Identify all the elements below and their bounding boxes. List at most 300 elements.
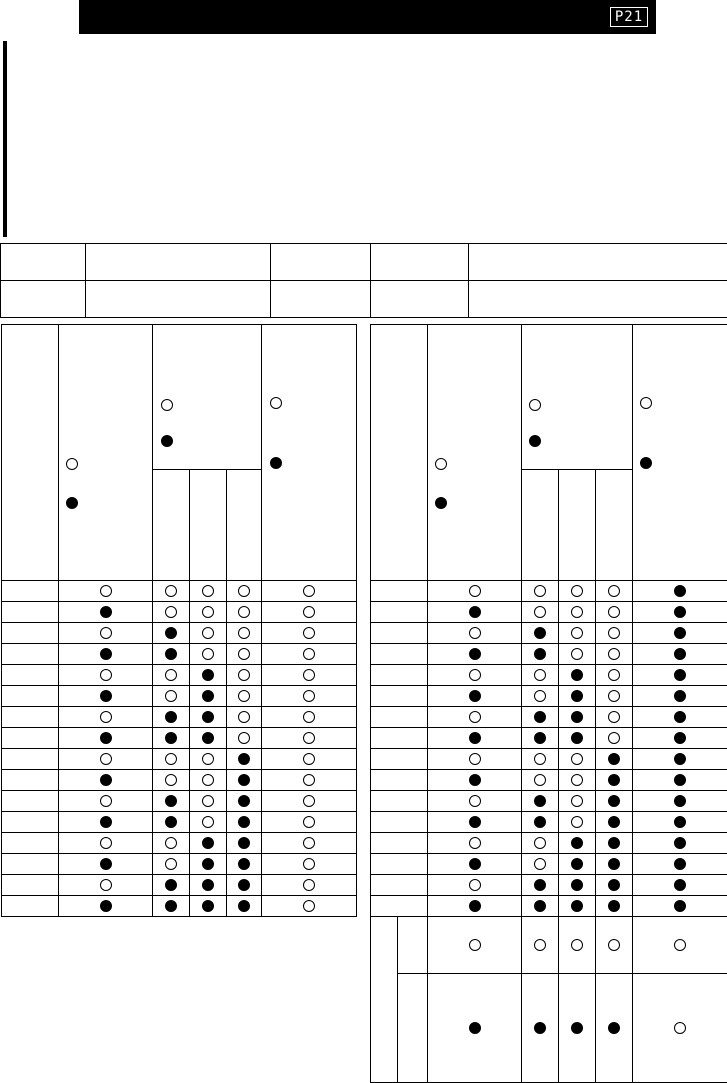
filled-dot xyxy=(674,837,686,849)
filled-dot xyxy=(608,774,620,786)
open-dot xyxy=(303,837,315,849)
info-cell xyxy=(371,281,469,318)
filled-dot xyxy=(238,879,250,891)
state-cell xyxy=(153,686,190,707)
filled-dot xyxy=(100,690,112,702)
state-cell xyxy=(371,623,428,644)
state-cell xyxy=(371,581,428,602)
open-dot xyxy=(303,900,315,912)
header-cell-bit0 xyxy=(428,325,522,581)
state-cell xyxy=(559,974,596,1083)
open-dot xyxy=(238,585,250,597)
state-cell xyxy=(2,875,59,896)
table-row xyxy=(2,812,357,833)
open-dot xyxy=(469,711,481,723)
open-dot xyxy=(608,606,620,618)
filled-dot xyxy=(100,816,112,828)
table-row xyxy=(2,728,357,749)
filled-dot xyxy=(100,732,112,744)
open-dot xyxy=(303,858,315,870)
state-cell xyxy=(559,644,596,665)
open-dot xyxy=(238,669,250,681)
state-cell xyxy=(153,854,190,875)
state-cell xyxy=(596,623,633,644)
filled-dot xyxy=(202,690,214,702)
state-cell xyxy=(262,665,357,686)
state-cell xyxy=(371,686,428,707)
state-cell xyxy=(428,749,522,770)
state-cell xyxy=(522,833,559,854)
state-cell xyxy=(596,665,633,686)
open-dot xyxy=(238,648,250,660)
state-cell xyxy=(190,665,227,686)
state-cell xyxy=(59,581,153,602)
state-cell xyxy=(428,728,522,749)
state-cell xyxy=(428,602,522,623)
open-dot xyxy=(608,690,620,702)
state-cell xyxy=(428,770,522,791)
filled-dot xyxy=(100,858,112,870)
state-cell xyxy=(522,791,559,812)
filled-dot xyxy=(674,795,686,807)
state-cell xyxy=(596,581,633,602)
open-dot xyxy=(534,753,546,765)
state-cell xyxy=(371,602,428,623)
state-cell xyxy=(227,833,262,854)
state-cell xyxy=(59,707,153,728)
state-cell xyxy=(190,623,227,644)
open-dot xyxy=(100,669,112,681)
open-dot xyxy=(202,774,214,786)
filled-dot xyxy=(571,858,583,870)
filled-dot xyxy=(165,900,177,912)
legend-filled-dot xyxy=(66,497,78,509)
state-cell xyxy=(596,770,633,791)
open-dot xyxy=(238,711,250,723)
filled-dot xyxy=(469,606,481,618)
filled-dot xyxy=(674,732,686,744)
state-cell xyxy=(633,665,727,686)
legend-open-dot xyxy=(435,458,447,470)
state-cell xyxy=(190,854,227,875)
state-cell xyxy=(428,581,522,602)
state-cell xyxy=(428,917,522,974)
info-row xyxy=(1,281,727,318)
filled-dot xyxy=(608,795,620,807)
header-subcell xyxy=(190,470,227,581)
state-cell xyxy=(522,707,559,728)
filled-dot xyxy=(674,690,686,702)
info-cell xyxy=(469,281,727,318)
open-dot xyxy=(571,774,583,786)
state-cell xyxy=(428,896,522,917)
table-row xyxy=(371,770,727,791)
state-cell xyxy=(262,581,357,602)
info-cell xyxy=(1,281,86,318)
state-cell xyxy=(633,770,727,791)
state-cell xyxy=(596,875,633,896)
table-row xyxy=(2,644,357,665)
open-dot xyxy=(238,606,250,618)
state-cell xyxy=(398,974,428,1083)
table-row xyxy=(371,728,727,749)
legend-filled-dot xyxy=(640,457,652,469)
state-cell xyxy=(190,770,227,791)
filled-dot xyxy=(165,711,177,723)
filled-dot xyxy=(571,711,583,723)
state-cell xyxy=(227,665,262,686)
state-cell xyxy=(59,686,153,707)
state-cell xyxy=(633,602,727,623)
state-cell xyxy=(153,581,190,602)
open-dot xyxy=(608,648,620,660)
state-cell xyxy=(596,854,633,875)
header-subcell xyxy=(153,470,190,581)
state-cell xyxy=(559,917,596,974)
filled-dot xyxy=(608,753,620,765)
state-cell xyxy=(633,812,727,833)
header-subcell xyxy=(522,470,559,581)
state-cell xyxy=(262,686,357,707)
header-cell-bit4 xyxy=(633,325,727,581)
open-dot xyxy=(165,858,177,870)
table-row xyxy=(2,896,357,917)
header-cell-bits xyxy=(522,325,633,470)
filled-dot xyxy=(238,795,250,807)
state-cell xyxy=(59,770,153,791)
state-cell xyxy=(2,896,59,917)
open-dot xyxy=(469,669,481,681)
state-cell xyxy=(262,602,357,623)
table-row xyxy=(2,707,357,728)
state-cell xyxy=(190,896,227,917)
header-subcell xyxy=(559,470,596,581)
filled-dot xyxy=(608,816,620,828)
filled-dot xyxy=(202,858,214,870)
open-dot xyxy=(608,939,620,951)
filled-dot xyxy=(674,753,686,765)
filled-dot xyxy=(165,795,177,807)
filled-dot xyxy=(238,816,250,828)
legend-open-dot xyxy=(66,458,78,470)
open-dot xyxy=(100,585,112,597)
table-row xyxy=(371,974,727,1083)
open-dot xyxy=(303,690,315,702)
state-cell xyxy=(190,707,227,728)
open-dot xyxy=(202,627,214,639)
state-cell xyxy=(153,875,190,896)
filled-dot xyxy=(469,648,481,660)
filled-dot xyxy=(571,900,583,912)
open-dot xyxy=(534,585,546,597)
open-dot xyxy=(238,627,250,639)
open-dot xyxy=(303,669,315,681)
info-cell xyxy=(371,244,469,281)
state-cell xyxy=(596,791,633,812)
state-cell xyxy=(522,623,559,644)
filled-dot xyxy=(100,606,112,618)
state-cell xyxy=(596,749,633,770)
state-cell xyxy=(633,707,727,728)
filled-dot xyxy=(100,648,112,660)
state-cell xyxy=(190,875,227,896)
state-cell xyxy=(428,665,522,686)
open-dot xyxy=(165,606,177,618)
state-cell xyxy=(262,644,357,665)
state-cell xyxy=(633,644,727,665)
state-cell xyxy=(190,812,227,833)
open-dot xyxy=(165,690,177,702)
header-cell xyxy=(2,325,59,581)
open-dot xyxy=(571,648,583,660)
state-cell xyxy=(262,896,357,917)
open-dot xyxy=(571,795,583,807)
state-cell xyxy=(2,707,59,728)
state-cell xyxy=(2,770,59,791)
open-dot xyxy=(303,816,315,828)
state-cell xyxy=(227,896,262,917)
state-cell xyxy=(59,602,153,623)
filled-dot xyxy=(165,648,177,660)
state-cell xyxy=(153,665,190,686)
state-cell xyxy=(522,581,559,602)
state-cell xyxy=(633,749,727,770)
state-cell xyxy=(522,854,559,875)
open-dot xyxy=(202,753,214,765)
state-cell xyxy=(522,974,559,1083)
state-cell xyxy=(596,917,633,974)
filled-dot xyxy=(469,732,481,744)
info-cell xyxy=(271,281,371,318)
state-cell xyxy=(522,644,559,665)
filled-dot xyxy=(674,879,686,891)
table-row xyxy=(371,665,727,686)
filled-dot xyxy=(202,837,214,849)
state-cell xyxy=(559,707,596,728)
open-dot xyxy=(238,690,250,702)
filled-dot xyxy=(571,1022,583,1034)
open-dot xyxy=(202,795,214,807)
filled-dot xyxy=(238,900,250,912)
right-combination-table xyxy=(370,324,727,1083)
filled-dot xyxy=(674,774,686,786)
legend-filled-dot xyxy=(529,435,541,447)
info-cell xyxy=(469,244,727,281)
state-cell xyxy=(227,581,262,602)
filled-dot xyxy=(202,711,214,723)
state-cell xyxy=(227,875,262,896)
legend-open-dot xyxy=(640,397,652,409)
state-cell xyxy=(190,749,227,770)
table-row xyxy=(371,686,727,707)
open-dot xyxy=(469,939,481,951)
open-dot xyxy=(469,879,481,891)
filled-dot xyxy=(469,690,481,702)
filled-dot xyxy=(202,732,214,744)
state-cell xyxy=(59,896,153,917)
info-cell xyxy=(86,281,271,318)
state-cell xyxy=(522,602,559,623)
state-cell xyxy=(153,770,190,791)
header-cell xyxy=(371,325,428,581)
state-cell xyxy=(2,812,59,833)
state-cell xyxy=(227,686,262,707)
filled-dot xyxy=(608,1022,620,1034)
open-dot xyxy=(303,795,315,807)
filled-dot xyxy=(571,690,583,702)
state-cell xyxy=(559,623,596,644)
state-cell xyxy=(428,854,522,875)
state-cell xyxy=(559,875,596,896)
state-cell xyxy=(428,791,522,812)
section-marker-bar xyxy=(3,41,7,237)
open-dot xyxy=(165,753,177,765)
filled-dot xyxy=(165,627,177,639)
open-dot xyxy=(674,939,686,951)
state-cell xyxy=(596,728,633,749)
filled-dot xyxy=(608,900,620,912)
state-cell xyxy=(59,812,153,833)
info-row xyxy=(1,244,727,281)
open-dot xyxy=(674,1022,686,1034)
table-row xyxy=(371,707,727,728)
state-cell xyxy=(633,833,727,854)
filled-dot xyxy=(571,879,583,891)
header-cell-bits xyxy=(153,325,262,470)
filled-dot xyxy=(238,837,250,849)
state-cell xyxy=(522,728,559,749)
table-row xyxy=(371,917,727,974)
filled-dot xyxy=(534,795,546,807)
state-cell xyxy=(2,602,59,623)
state-cell xyxy=(371,749,428,770)
filled-dot xyxy=(608,858,620,870)
filled-dot xyxy=(469,774,481,786)
table-row xyxy=(371,896,727,917)
state-cell xyxy=(153,749,190,770)
state-cell xyxy=(559,686,596,707)
state-cell xyxy=(522,665,559,686)
table-row xyxy=(2,833,357,854)
filled-dot xyxy=(674,858,686,870)
open-dot xyxy=(303,606,315,618)
open-dot xyxy=(608,732,620,744)
open-dot xyxy=(100,837,112,849)
info-cell xyxy=(1,244,86,281)
open-dot xyxy=(534,606,546,618)
open-dot xyxy=(100,753,112,765)
legend-filled-dot xyxy=(270,457,282,469)
info-table xyxy=(0,243,727,318)
info-cell xyxy=(271,244,371,281)
state-cell xyxy=(59,644,153,665)
filled-dot xyxy=(469,900,481,912)
state-cell xyxy=(633,917,727,974)
state-cell xyxy=(633,974,727,1083)
left-combination-table xyxy=(1,324,357,917)
open-dot xyxy=(534,939,546,951)
filled-dot xyxy=(674,606,686,618)
state-cell xyxy=(190,833,227,854)
open-dot xyxy=(303,879,315,891)
state-cell xyxy=(559,833,596,854)
state-cell xyxy=(190,728,227,749)
state-cell xyxy=(371,791,428,812)
filled-dot xyxy=(165,816,177,828)
table-row xyxy=(371,833,727,854)
open-dot xyxy=(571,753,583,765)
filled-dot xyxy=(202,879,214,891)
state-cell xyxy=(2,665,59,686)
open-dot xyxy=(571,606,583,618)
filled-dot xyxy=(571,669,583,681)
state-cell xyxy=(633,875,727,896)
state-cell xyxy=(633,791,727,812)
filled-dot xyxy=(674,816,686,828)
state-cell xyxy=(559,770,596,791)
state-cell xyxy=(153,644,190,665)
open-dot xyxy=(303,627,315,639)
open-dot xyxy=(303,774,315,786)
state-cell xyxy=(153,833,190,854)
filled-dot xyxy=(571,837,583,849)
filled-dot xyxy=(674,627,686,639)
filled-dot xyxy=(674,711,686,723)
state-cell xyxy=(262,770,357,791)
state-cell xyxy=(227,791,262,812)
table-row xyxy=(371,875,727,896)
filled-dot xyxy=(469,858,481,870)
open-dot xyxy=(469,753,481,765)
filled-dot xyxy=(100,900,112,912)
open-dot xyxy=(202,816,214,828)
open-dot xyxy=(165,837,177,849)
state-cell xyxy=(371,875,428,896)
state-cell xyxy=(59,875,153,896)
filled-dot xyxy=(202,669,214,681)
open-dot xyxy=(202,648,214,660)
table-row xyxy=(2,770,357,791)
state-cell xyxy=(428,974,522,1083)
state-cell xyxy=(596,896,633,917)
filled-dot xyxy=(469,1022,481,1034)
filled-dot xyxy=(608,879,620,891)
header-cell-bit4 xyxy=(262,325,357,581)
state-cell xyxy=(153,728,190,749)
state-cell xyxy=(559,581,596,602)
filled-dot xyxy=(534,732,546,744)
open-dot xyxy=(534,690,546,702)
state-cell xyxy=(153,602,190,623)
filled-dot xyxy=(608,837,620,849)
state-cell xyxy=(633,686,727,707)
state-cell xyxy=(2,581,59,602)
open-dot xyxy=(608,669,620,681)
filled-dot xyxy=(238,774,250,786)
header-cell-bit0 xyxy=(59,325,153,581)
table-row xyxy=(371,791,727,812)
table-row xyxy=(2,791,357,812)
open-dot xyxy=(100,711,112,723)
open-dot xyxy=(534,837,546,849)
state-cell xyxy=(428,707,522,728)
open-dot xyxy=(534,774,546,786)
state-cell xyxy=(190,581,227,602)
state-cell xyxy=(371,665,428,686)
state-cell xyxy=(153,707,190,728)
state-cell xyxy=(227,707,262,728)
state-cell xyxy=(59,749,153,770)
